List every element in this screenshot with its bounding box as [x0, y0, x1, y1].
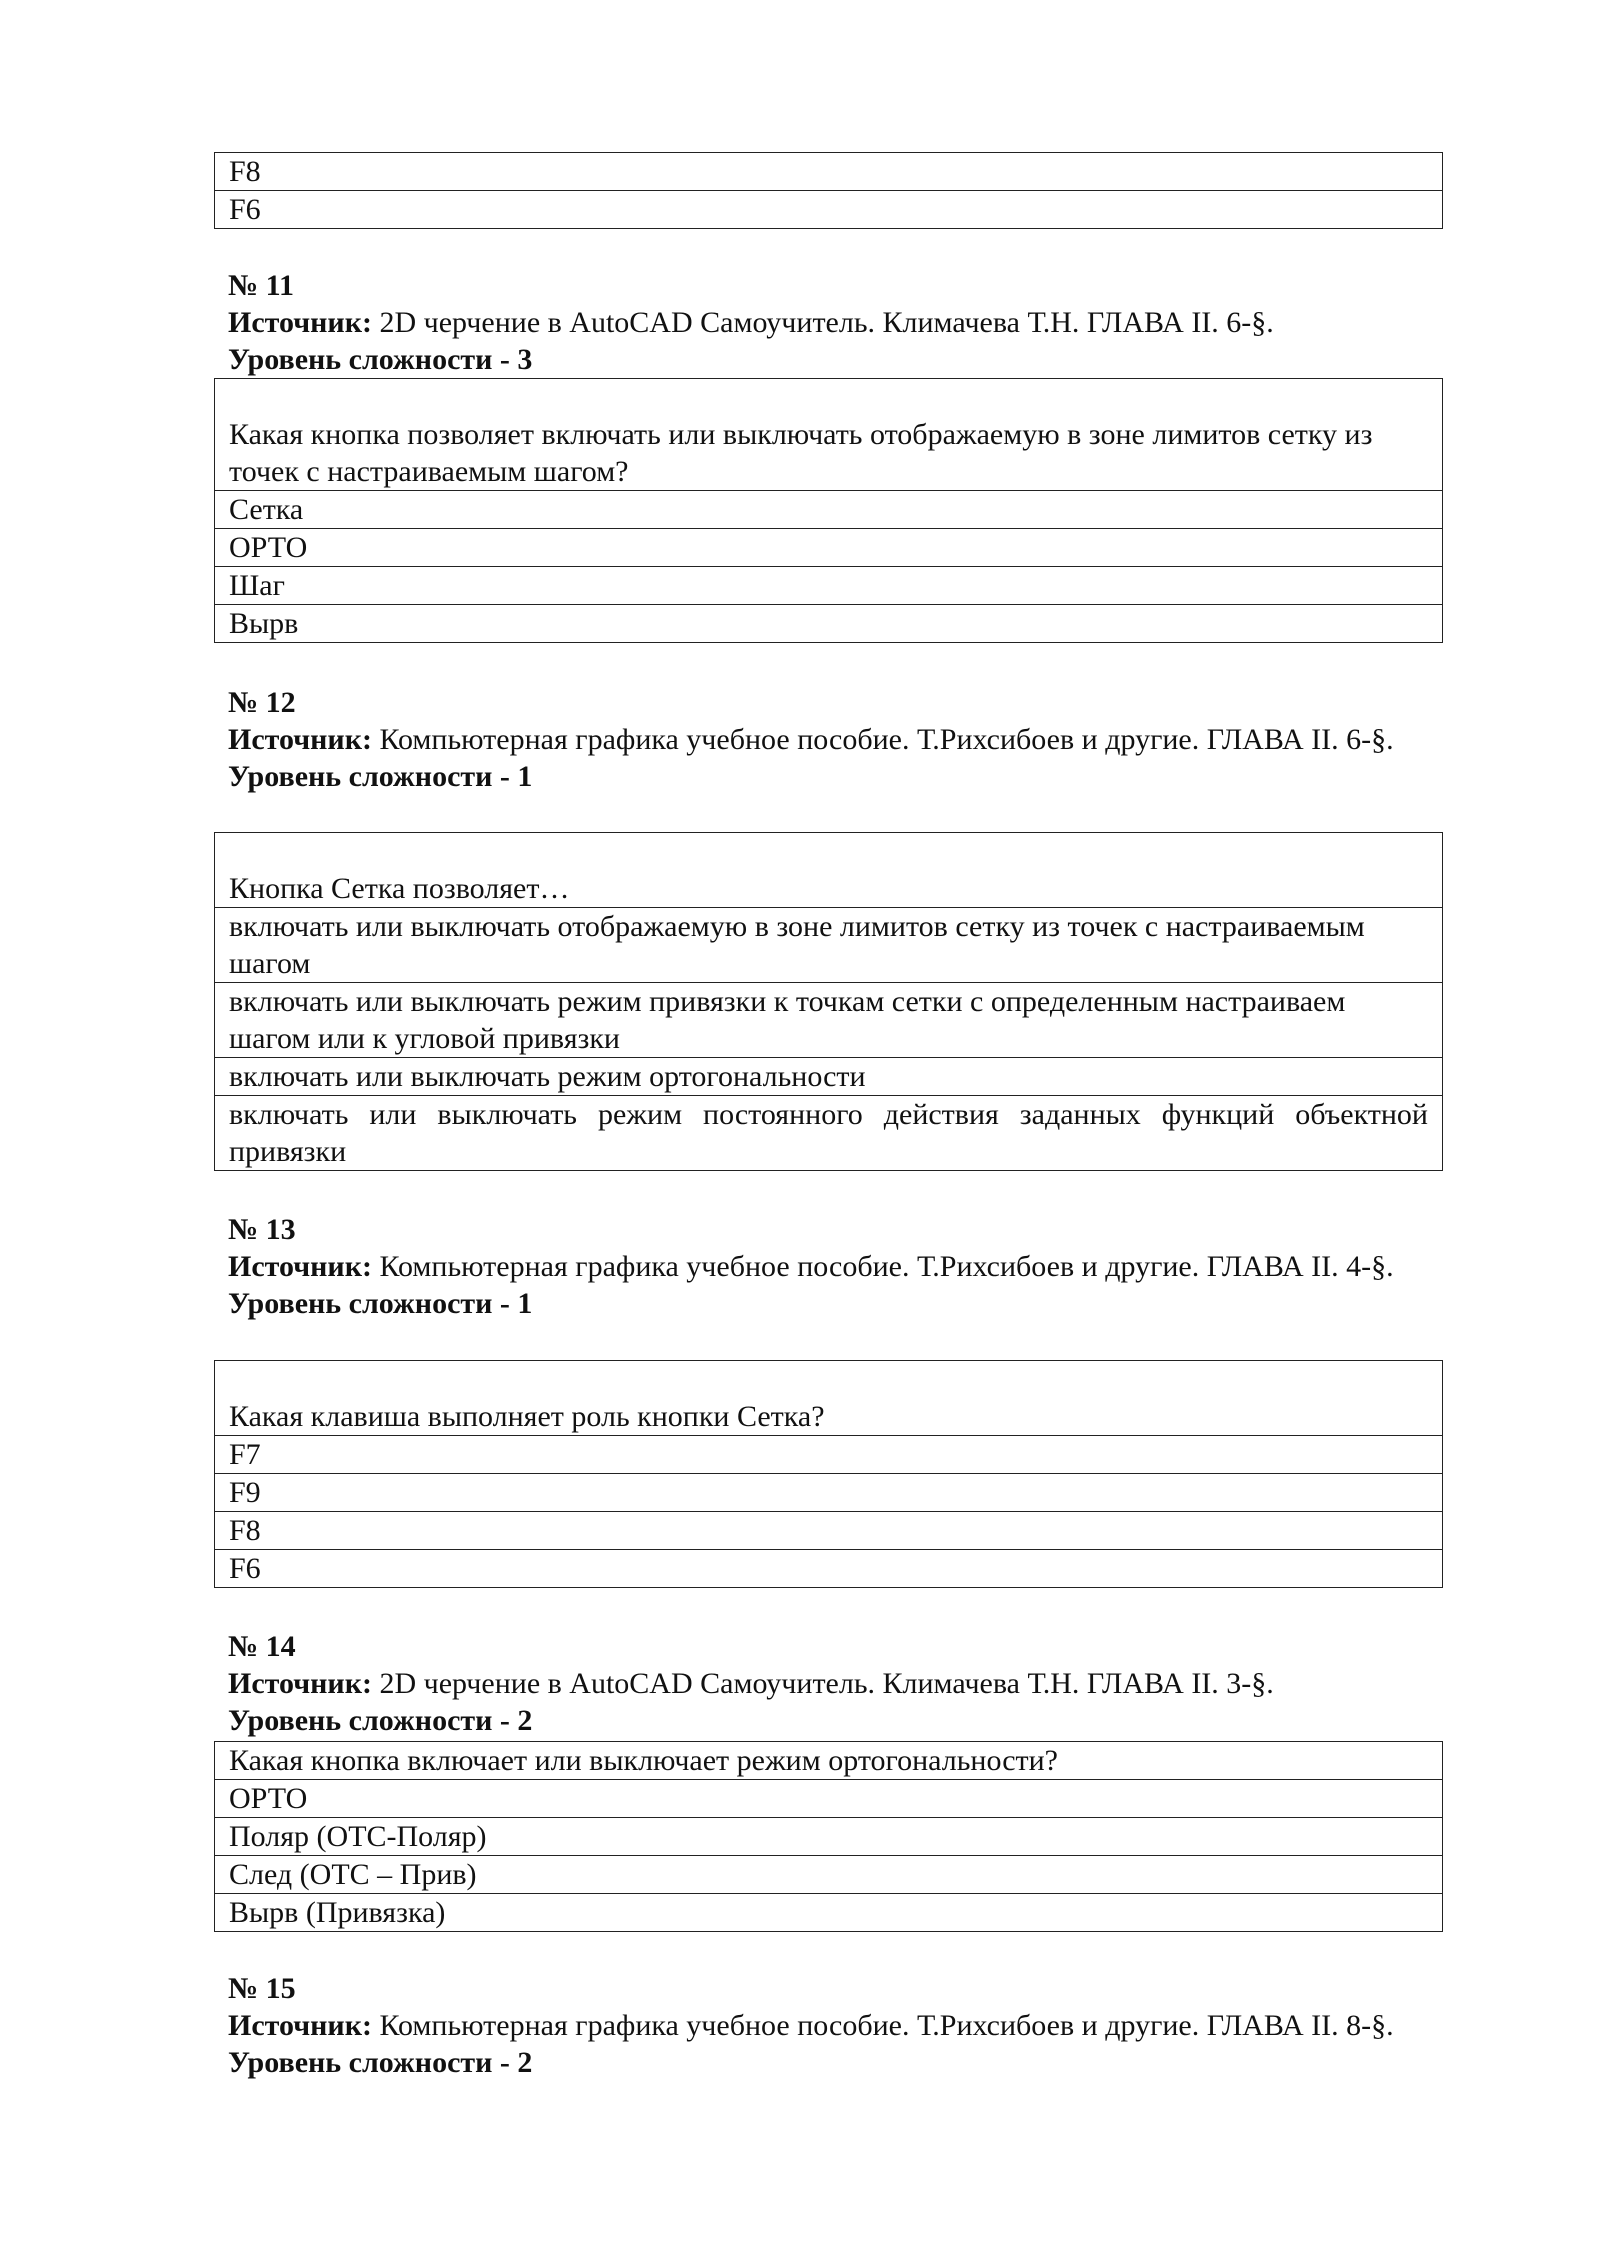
- answer-option: Вырв (Привязка): [215, 1894, 1443, 1932]
- answer-row: [215, 1058, 1443, 1096]
- question-text: Какая кнопка включает или выключает режим ортогональности?: [215, 1742, 1443, 1780]
- answer-table-12: [214, 832, 1443, 1171]
- question-source: [228, 1665, 1443, 1702]
- question-number: № 15: [228, 1972, 296, 2005]
- answer-table-13: [214, 1360, 1443, 1588]
- question-source: [228, 2007, 1443, 2044]
- answer-option: F6: [215, 1550, 1443, 1588]
- answer-row: [215, 1894, 1443, 1932]
- question-row: [215, 1361, 1443, 1436]
- answer-row: [215, 1436, 1443, 1474]
- question-header-12: [228, 684, 1443, 795]
- answer-option: F6: [215, 191, 1443, 229]
- source-label: Источник:: [228, 2009, 372, 2042]
- answer-row: [215, 1856, 1443, 1894]
- answer-option: ОРТО: [215, 1780, 1443, 1818]
- source-label: Источник:: [228, 1250, 372, 1283]
- answer-row: [215, 1474, 1443, 1512]
- source-text: Компьютерная графика учебное пособие. Т.Рихсибоев и другие. ГЛАВА II. 6-§.: [371, 723, 1394, 756]
- question-header-15: [228, 1970, 1443, 2081]
- answer-option: ОРТО: [215, 529, 1443, 567]
- source-label: Источник:: [228, 306, 372, 339]
- answer-row: [215, 567, 1443, 605]
- question-source: [228, 304, 1443, 341]
- answer-row: [215, 1096, 1443, 1171]
- answer-option: F8: [215, 1512, 1443, 1550]
- question-row: [215, 1742, 1443, 1780]
- question-text: Какая клавиша выполняет роль кнопки Сетка?: [215, 1361, 1443, 1436]
- question-header-13: [228, 1211, 1443, 1322]
- answer-table-14: [214, 1741, 1443, 1932]
- question-text: Какая кнопка позволяет включать или выключать отображаемую в зоне лимитов сетку из точек с настраиваемым шагом?: [215, 379, 1443, 491]
- answer-option: F8: [215, 153, 1443, 191]
- answer-option: F9: [215, 1474, 1443, 1512]
- source-text: 2D черчение в AutoCAD Самоучитель. Климачева Т.Н. ГЛАВА II. 3-§.: [371, 1667, 1274, 1700]
- answer-table-continued: [214, 152, 1443, 229]
- answer-option: Шаг: [215, 567, 1443, 605]
- difficulty-level: Уровень сложности - 1: [228, 760, 533, 793]
- question-source: [228, 721, 1443, 758]
- source-text: 2D черчение в AutoCAD Самоучитель. Климачева Т.Н. ГЛАВА II. 6-§.: [371, 306, 1274, 339]
- question-row: [215, 833, 1443, 908]
- answer-option: F7: [215, 1436, 1443, 1474]
- source-text: Компьютерная графика учебное пособие. Т.Рихсибоев и другие. ГЛАВА II. 4-§.: [371, 1250, 1394, 1283]
- question-header-11: [228, 267, 1443, 378]
- answer-option: включать или выключать режим постоянного действия заданных функций объектной привязки: [215, 1096, 1443, 1171]
- question-number: № 11: [228, 269, 294, 302]
- answer-row: [215, 191, 1443, 229]
- question-text: Кнопка Сетка позволяет…: [215, 833, 1443, 908]
- question-header-14: [228, 1628, 1443, 1739]
- question-number: № 13: [228, 1213, 296, 1246]
- answer-option: включать или выключать режим ортогональности: [215, 1058, 1443, 1096]
- difficulty-level: Уровень сложности - 1: [228, 1287, 533, 1320]
- answer-row: [215, 908, 1443, 983]
- answer-option: Сетка: [215, 491, 1443, 529]
- answer-row: [215, 529, 1443, 567]
- difficulty-level: Уровень сложности - 2: [228, 2046, 533, 2079]
- answer-row: [215, 1818, 1443, 1856]
- answer-row: [215, 605, 1443, 643]
- answer-option: Поляр (ОТС-Поляр): [215, 1818, 1443, 1856]
- answer-option: включать или выключать режим привязки к точкам сетки с определенным настраиваем шагом или к угловой привязки: [215, 983, 1443, 1058]
- answer-table-11: [214, 378, 1443, 643]
- answer-option: включать или выключать отображаемую в зоне лимитов сетку из точек с настраиваемым шагом: [215, 908, 1443, 983]
- answer-row: [215, 983, 1443, 1058]
- source-label: Источник:: [228, 1667, 372, 1700]
- question-number: № 12: [228, 686, 296, 719]
- difficulty-level: Уровень сложности - 2: [228, 1704, 533, 1737]
- answer-row: [215, 1512, 1443, 1550]
- answer-row: [215, 1780, 1443, 1818]
- answer-option: Вырв: [215, 605, 1443, 643]
- difficulty-level: Уровень сложности - 3: [228, 343, 533, 376]
- question-source: [228, 1248, 1443, 1285]
- answer-option: След (ОТС – Прив): [215, 1856, 1443, 1894]
- answer-row: [215, 1550, 1443, 1588]
- question-row: [215, 379, 1443, 491]
- question-number: № 14: [228, 1630, 296, 1663]
- source-text: Компьютерная графика учебное пособие. Т.Рихсибоев и другие. ГЛАВА II. 8-§.: [371, 2009, 1394, 2042]
- source-label: Источник:: [228, 723, 372, 756]
- answer-row: [215, 153, 1443, 191]
- answer-row: [215, 491, 1443, 529]
